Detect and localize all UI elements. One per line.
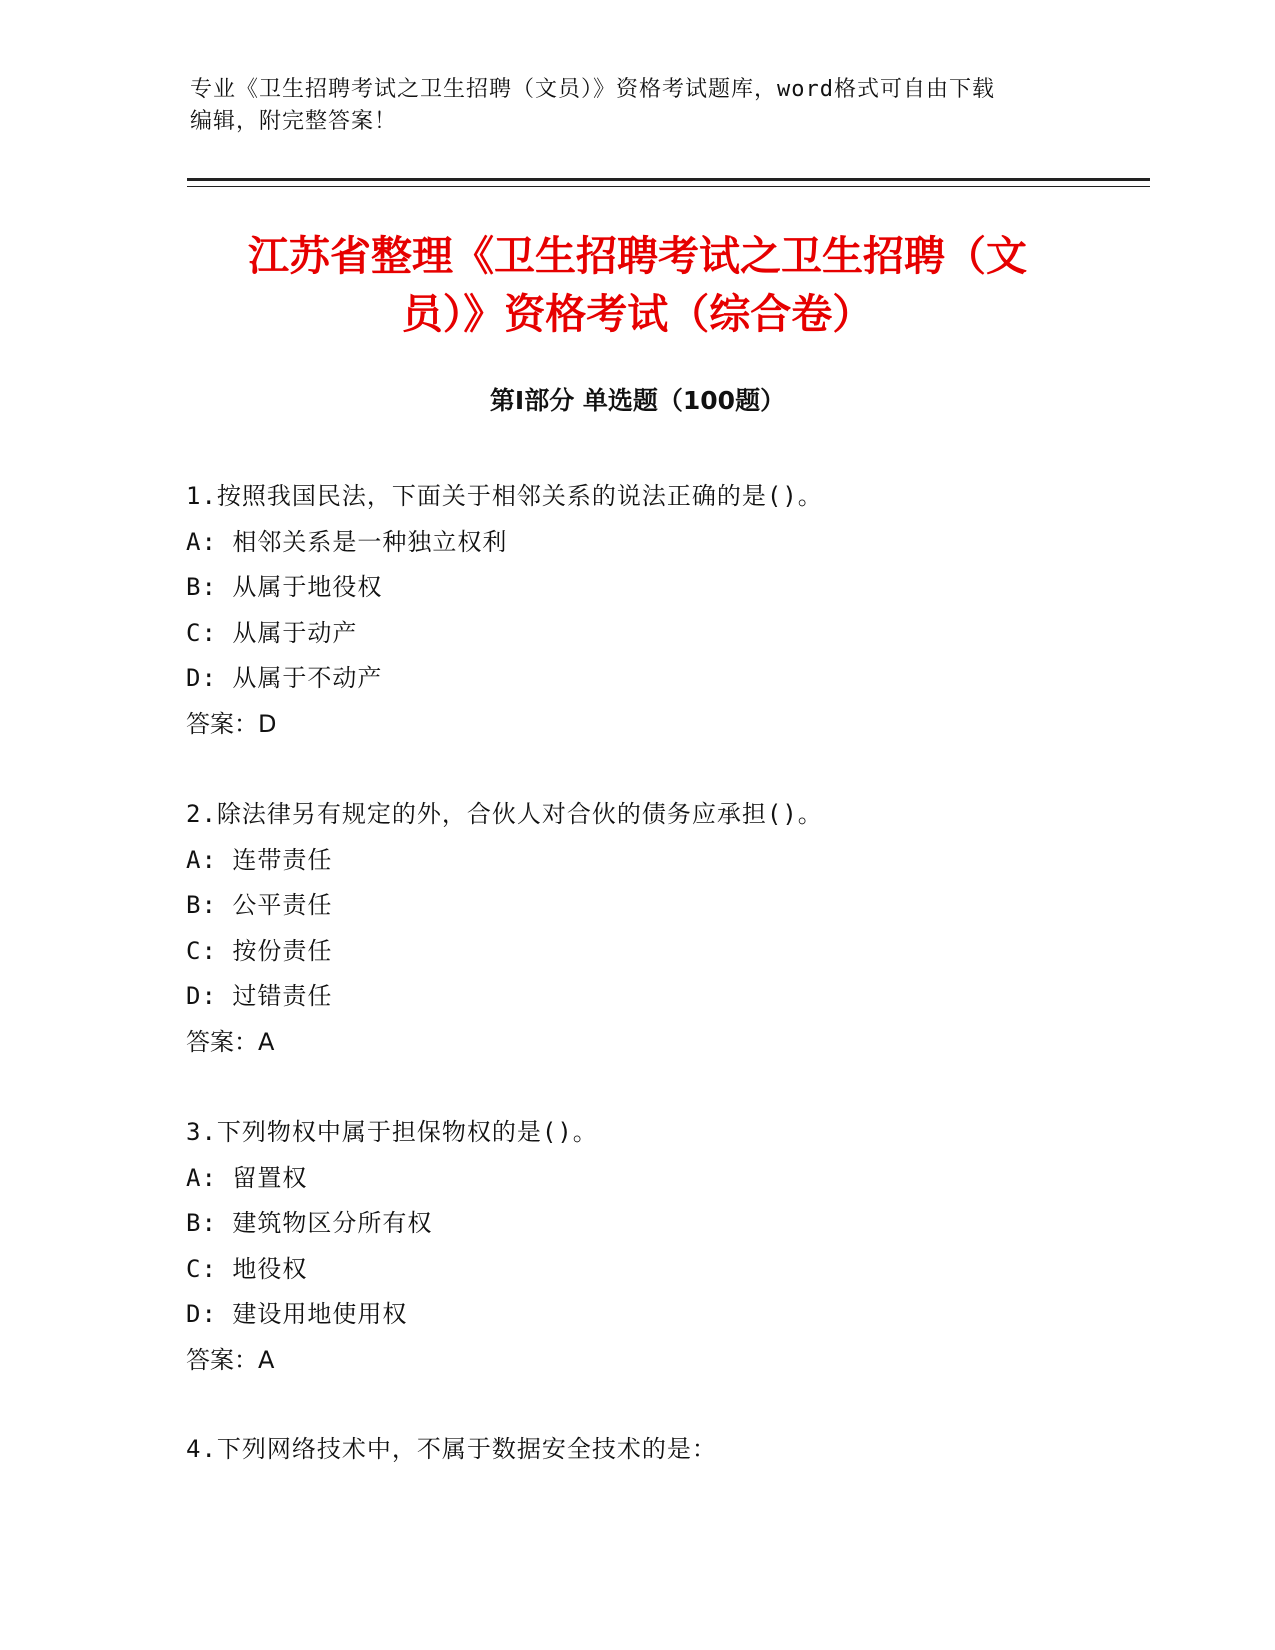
option-d: D: 从属于不动产 (186, 664, 383, 692)
section-heading: 第Ⅰ部分 单选题（100题） (489, 386, 786, 415)
answer-label: 答案：D (186, 709, 277, 738)
option-b: B: 建筑物区分所有权 (186, 1209, 433, 1237)
answer-label: 答案：A (186, 1345, 275, 1374)
question-item (186, 474, 1086, 747)
document-title-line-2: 员）》资格考试（综合卷） (401, 290, 874, 338)
header-note (190, 74, 1090, 138)
option-b: B: 从属于地役权 (186, 573, 383, 601)
header-note-line-2: 编辑，附完整答案！ (190, 109, 398, 134)
header-divider-thick (187, 178, 1150, 181)
option-d: D: 过错责任 (186, 982, 333, 1010)
option-c: C: 从属于动产 (186, 618, 358, 647)
option-d: D: 建设用地使用权 (186, 1300, 408, 1328)
header-divider-thin (187, 186, 1150, 187)
document-title (140, 227, 1135, 343)
question-text: 2.除法律另有规定的外，合伙人对合伙的债务应承担()。 (186, 800, 823, 828)
question-item (186, 792, 1086, 1065)
option-a: A: 相邻关系是一种独立权利 (186, 527, 508, 556)
question-text: 3.下列物权中属于担保物权的是()。 (186, 1118, 598, 1146)
question-item (186, 1427, 1086, 1473)
option-a: A: 连带责任 (186, 845, 333, 874)
question-item (186, 1110, 1086, 1383)
header-note-line-1: 专业《卫生招聘考试之卫生招聘（文员）》资格考试题库，word格式可自由下载 (190, 77, 995, 102)
question-text: 1.按照我国民法，下面关于相邻关系的说法正确的是()。 (186, 482, 823, 510)
question-text: 4.下列网络技术中，不属于数据安全技术的是： (186, 1435, 717, 1463)
option-a: A: 留置权 (186, 1163, 308, 1192)
option-b: B: 公平责任 (186, 891, 333, 919)
option-c: C: 地役权 (186, 1254, 308, 1283)
document-title-line-1: 江苏省整理《卫生招聘考试之卫生招聘（文 (248, 232, 1027, 280)
answer-label: 答案：A (186, 1027, 275, 1056)
option-c: C: 按份责任 (186, 936, 333, 965)
